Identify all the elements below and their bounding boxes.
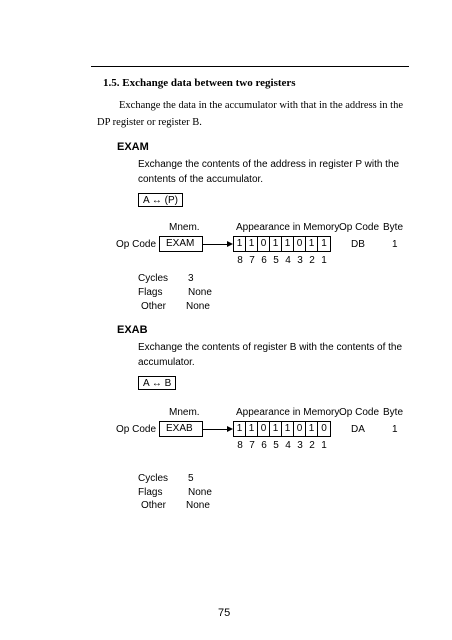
intro-line-1: Exchange the data in the accumulator with that in the address in the xyxy=(119,100,403,111)
bit-cell: 1 xyxy=(306,422,318,436)
arrow-line xyxy=(203,244,227,245)
bit-numbers-exam xyxy=(234,255,330,266)
description-line-2: accumulator. xyxy=(138,357,195,368)
flags-label: Flags xyxy=(138,487,163,498)
mnemonic-box-exam: EXAM xyxy=(159,236,203,252)
other-label: Other xyxy=(141,500,167,511)
header-byte: Byte xyxy=(383,222,404,233)
intro-line-2: DP register or register B. xyxy=(97,117,202,128)
bit-cell: 0 xyxy=(294,237,306,251)
other-value: None xyxy=(186,500,210,511)
operation-box-exab: A ↔ B xyxy=(138,376,176,390)
memory-bits-exam xyxy=(233,236,331,252)
byte-value-exab: 1 xyxy=(392,424,398,435)
bit-cell: 0 xyxy=(321,423,327,434)
bit-number: 6 xyxy=(261,440,267,451)
mnemonic-box-exab: EXAB xyxy=(159,421,203,437)
opcode-value-exab: DA xyxy=(351,424,365,435)
bit-number: 7 xyxy=(249,255,255,266)
flags-value: None xyxy=(188,287,212,298)
page-number: 75 xyxy=(218,607,231,619)
bit-number: 4 xyxy=(285,440,291,451)
flags-value: None xyxy=(188,487,212,498)
header-byte: Byte xyxy=(383,407,404,418)
header-memory: Appearance in Memory xyxy=(236,407,340,418)
instruction-title-exam: EXAM xyxy=(117,141,149,153)
bit-number: 1 xyxy=(321,255,327,266)
cycles-value: 5 xyxy=(188,473,194,484)
bit-number: 3 xyxy=(297,255,303,266)
bit-numbers-exab xyxy=(234,440,330,451)
bit-cell: 1 xyxy=(234,422,246,436)
description-line-1: Exchange the contents of register B with the contents of the xyxy=(138,342,403,353)
cycles-label: Cycles xyxy=(138,473,169,484)
instruction-title-exab: EXAB xyxy=(117,324,148,336)
arrow-line xyxy=(203,429,227,430)
description-line-2: contents of the accumulator. xyxy=(138,174,264,185)
header-opcode: Op Code xyxy=(339,407,380,418)
bit-cell: 0 xyxy=(258,422,270,436)
bit-number: 4 xyxy=(285,255,291,266)
bit-number: 5 xyxy=(273,255,279,266)
instruction-description-exam xyxy=(138,157,413,187)
bit-cell: 1 xyxy=(234,237,246,251)
cycles-value: 3 xyxy=(188,273,194,284)
other-label: Other xyxy=(141,301,167,312)
header-opcode: Op Code xyxy=(339,222,380,233)
description-line-1: Exchange the contents of the address in register P with the xyxy=(138,159,400,170)
bit-cell: 1 xyxy=(282,422,294,436)
section-intro xyxy=(97,97,411,131)
bit-cell: 1 xyxy=(282,237,294,251)
bit-number: 8 xyxy=(237,440,243,451)
operation-box-exam: A ↔ (P) xyxy=(138,193,183,207)
bit-number: 1 xyxy=(321,440,327,451)
section-heading: 1.5. Exchange data between two registers xyxy=(103,77,296,89)
bit-number: 7 xyxy=(249,440,255,451)
bit-cell: 1 xyxy=(246,237,258,251)
bit-cell: 0 xyxy=(294,422,306,436)
byte-value-exam: 1 xyxy=(392,239,398,250)
bit-number: 8 xyxy=(237,255,243,266)
opcode-value-exam: DB xyxy=(351,239,365,250)
cycles-label: Cycles xyxy=(138,273,169,284)
header-mnemonic: Mnem. xyxy=(169,407,200,418)
opcode-row-label: Op Code xyxy=(116,239,157,250)
bit-cell: 1 xyxy=(306,237,318,251)
bit-number: 3 xyxy=(297,440,303,451)
flags-label: Flags xyxy=(138,287,163,298)
instruction-description-exab xyxy=(138,340,413,370)
opcode-row-label: Op Code xyxy=(116,424,157,435)
header-memory: Appearance in Memory xyxy=(236,222,340,233)
other-value: None xyxy=(186,301,210,312)
header-mnemonic: Mnem. xyxy=(169,222,200,233)
bit-number: 2 xyxy=(309,440,315,451)
bit-cell: 1 xyxy=(270,422,282,436)
header-rule xyxy=(91,66,409,67)
bit-cell: 1 xyxy=(246,422,258,436)
bit-cell: 1 xyxy=(270,237,282,251)
bit-cell: 0 xyxy=(258,237,270,251)
bit-cell: 1 xyxy=(321,238,327,249)
bit-number: 5 xyxy=(273,440,279,451)
bit-number: 2 xyxy=(309,255,315,266)
bit-number: 6 xyxy=(261,255,267,266)
memory-bits-exab xyxy=(233,421,331,437)
